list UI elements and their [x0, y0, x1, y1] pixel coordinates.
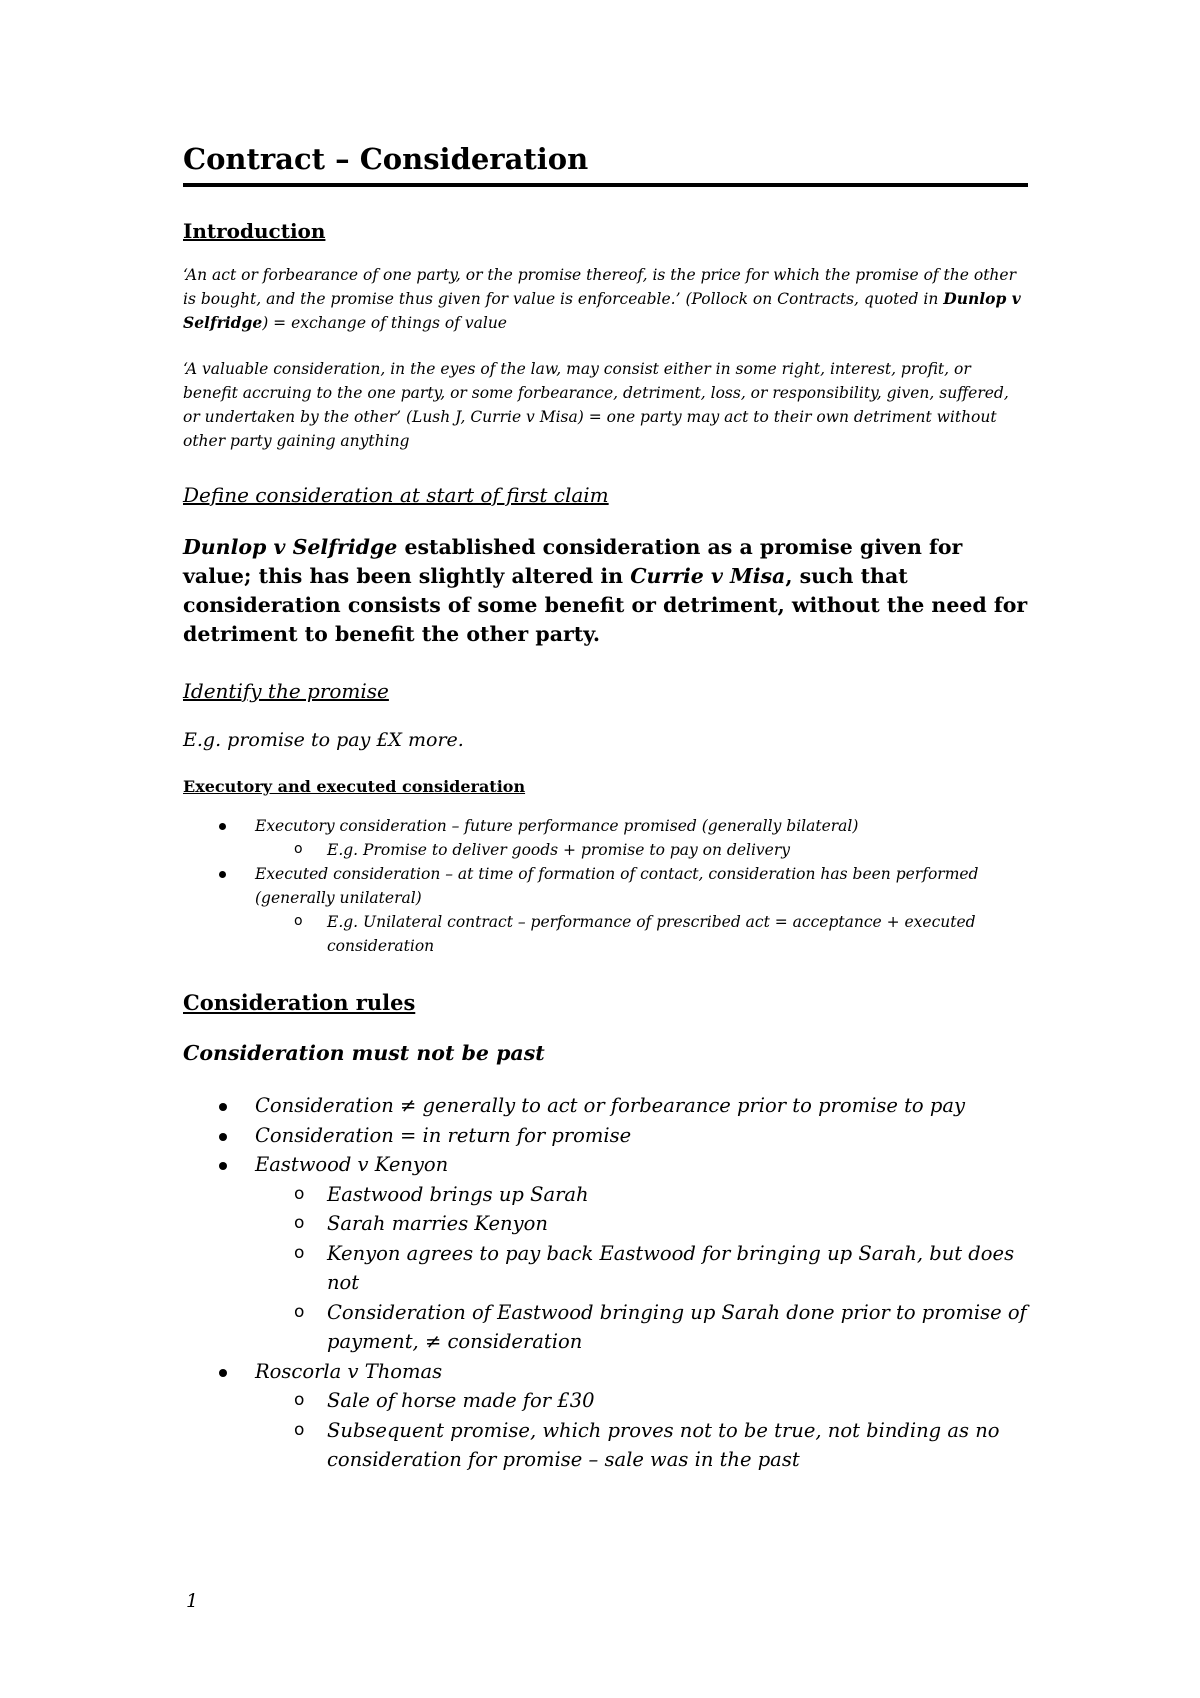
list-item-text: Sarah marries Kenyon: [327, 1212, 548, 1236]
bullet-icon: [219, 823, 226, 830]
pollock-quote-text: ‘An act or forbearance of one party, or the promise thereof, is the price for which the promise of the other is bought, and the promise thus given for value is enforceable.’ (Pollock on Contracts, quoted in: [183, 266, 1016, 309]
past-list: [183, 1091, 1028, 1475]
list-item-text: Roscorla v Thomas: [255, 1359, 443, 1383]
sub-bullet-icon: o: [294, 1242, 305, 1263]
pollock-quote: [183, 263, 1028, 335]
exec-heading: Executory and executed consideration: [183, 777, 526, 797]
sub-bullet-icon: o: [294, 1419, 305, 1440]
list-item-text: Consideration ≠ generally to act or forbearance prior to promise to pay: [255, 1094, 965, 1118]
list-item: [183, 1298, 1028, 1357]
introduction-heading: Introduction: [183, 219, 326, 244]
list-item-text: Kenyon agrees to pay back Eastwood for bringing up Sarah, but does not: [327, 1241, 1015, 1295]
list-item: [183, 1150, 1028, 1180]
definition-case-1: Dunlop v Selfridge: [183, 535, 398, 560]
definition-part-1: established consideration as a promise given for value; this has been slightly altered in: [183, 535, 963, 589]
define-heading: Define consideration at start of first claim: [183, 483, 609, 508]
list-item-text: Sale of horse made for £30: [327, 1389, 595, 1413]
page-number: 1: [186, 1590, 199, 1612]
sub-bullet-icon: o: [294, 1301, 305, 1322]
list-item: [183, 1239, 1028, 1298]
sub-bullet-icon: o: [294, 1213, 305, 1234]
list-item-text: Subsequent promise, which proves not to be true, not binding as no consideration for promise – sale was in the past: [327, 1418, 1000, 1472]
list-item-text: E.g. Unilateral contract – performance of prescribed act = acceptance + executed consideration: [327, 913, 976, 956]
pollock-quote-tail: ) = exchange of things of value: [262, 314, 507, 333]
list-item: [183, 1416, 1028, 1475]
list-item-text: Consideration of Eastwood bringing up Sarah done prior to promise of payment, ≠ consideration: [327, 1300, 1027, 1354]
document-title: Contract – Consideration: [183, 140, 1028, 187]
bullet-icon: [219, 871, 226, 878]
sub-bullet-icon: o: [294, 1390, 305, 1411]
example-line: E.g. promise to pay £X more.: [183, 729, 464, 752]
list-item-text: Executed consideration – at time of formation of contact, consideration has been performed (generally unilateral): [255, 865, 979, 908]
list-item: [183, 910, 1028, 958]
list-item: [183, 814, 1028, 838]
exec-list: [183, 814, 1028, 958]
list-item: [183, 862, 1028, 910]
bullet-icon: [219, 1103, 227, 1111]
list-item: [183, 1386, 1028, 1416]
sub-bullet-icon: o: [294, 1183, 305, 1204]
bullet-icon: [219, 1133, 227, 1141]
definition-case-2: Currie v Misa: [630, 564, 786, 589]
definition-paragraph: [183, 533, 1028, 649]
rules-heading: Consideration rules: [183, 990, 416, 1016]
past-heading: Consideration must not be past: [183, 1041, 545, 1066]
identify-heading: Identify the promise: [183, 679, 389, 704]
bullet-icon: [219, 1369, 227, 1377]
lush-quote: ‘A valuable consideration, in the eyes of the law, may consist either in some right, interest, profit, or benefit accruing to the one party, or some forbearance, detriment, loss, or responsibility, given, suffered, or undertaken by the other’ (Lush J, Currie v Misa) = one party may act to their own detriment without other party gaining anything: [183, 360, 1009, 451]
sub-bullet-icon: o: [294, 841, 303, 858]
list-item-text: Eastwood v Kenyon: [255, 1153, 449, 1177]
list-item: [183, 838, 1028, 862]
pollock-quote-case: Dunlop v Selfridge: [183, 289, 1021, 333]
sub-bullet-icon: o: [294, 913, 303, 930]
document-page: [183, 140, 1028, 1475]
list-item: [183, 1091, 1028, 1121]
bullet-icon: [219, 1162, 227, 1170]
list-item: [183, 1357, 1028, 1387]
list-item-text: Consideration = in return for promise: [255, 1123, 632, 1147]
list-item-text: E.g. Promise to deliver goods + promise to pay on delivery: [327, 841, 791, 860]
list-item: [183, 1121, 1028, 1151]
list-item-text: Executory consideration – future performance promised (generally bilateral): [255, 817, 859, 836]
list-item-text: Eastwood brings up Sarah: [327, 1182, 589, 1206]
list-item: [183, 1209, 1028, 1239]
definition-part-2: , such that consideration consists of some benefit or detriment, without the need for detriment to benefit the other party.: [183, 564, 1028, 647]
list-item: [183, 1180, 1028, 1210]
